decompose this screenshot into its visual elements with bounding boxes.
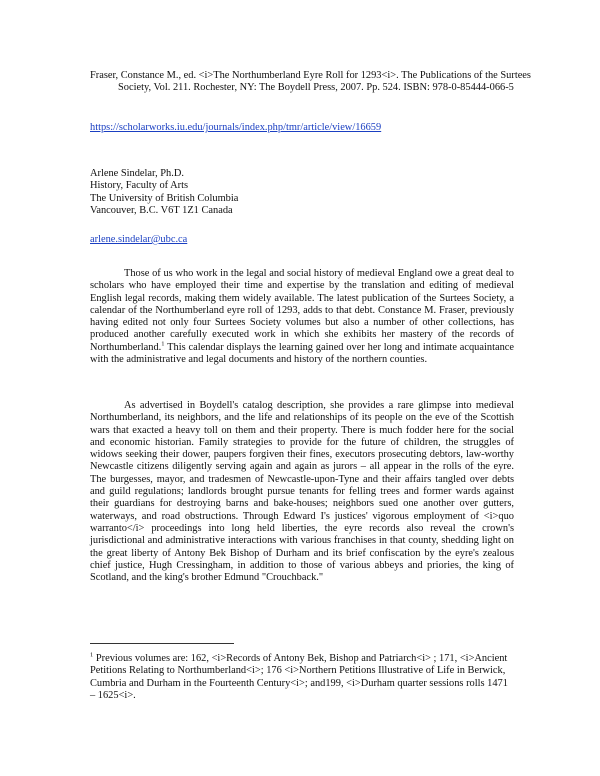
author-block — [90, 168, 510, 217]
footnote-reference[interactable]: 1 — [161, 340, 165, 348]
author-address: Vancouver, B.C. V6T 1Z1 Canada — [90, 204, 233, 216]
paragraph-2-text: As advertised in Boydell's catalog description, she provides a rare glimpse into medieval Northumberland, its neighbors, and the life and relationships of its people on the eve of the Scottish wars that exacted a heavy toll on them and their property. There is much fodder here for the social and economic historian. Family strategies to provide for the future of children, the struggles of widows seeking their dower, paupers forgiven their fines, executors prosecuting debtors, law-worthy Newcastle citizens diligently serving again and again as jurors – all appear in the rolls of the eyre. The burgesses, mayor, and tradesmen of Newcastle-upon-Tyne and their affairs tangled over debts and guild regulations; landlords brought pursue tenants for felling trees and former wards against their guardians for destroying barns and bake-houses; neighbors sued one another over gutters, waterways, and road obstructions. Through Edward I's justices' vigorous employment of <i>quo warranto</i> proceedings into long held liberties, the eyre records also reveal the crown's jurisdictional and administrative interactions with various franchises in that county, shedding light on the great liberty of Antony Bek Bishop of Durham and its brief confiscation by the eyre's zealous chief justice, Hugh Cressingham, in addition to those of various abbeys and priories, the king of Scotland, and the king's brother Edmund "Crouchback." — [90, 400, 514, 584]
footnote-divider — [90, 643, 234, 644]
book-citation: Fraser, Constance M., ed. <i>The Northumberland Eyre Roll for 1293<i>. The Publications of the Surtees Society, Vol. 211. Rochester, NY: The Boydell Press, 2007. Pp. 524. ISBN: 978-0-85444-066-5 — [90, 70, 531, 94]
paragraph-1-text: Those of us who work in the legal and social history of medieval England owe a great deal to scholars who have employed their time and expertise by the translation and editing of medieval English legal records, making them widely available. The latest publication of the Surtees Society, a calendar of the Northumberland eyre roll of 1293, adds to that debt. Constance M. Fraser, previously having edited not only four Surtees Society volumes but also a number of other collections, has produced another carefully executed work in which she exhibits her mastery of the records of Northumberland. — [90, 268, 514, 353]
footnote — [90, 653, 514, 702]
author-email-link[interactable]: arlene.sindelar@ubc.ca — [90, 234, 188, 245]
body-paragraph-1 — [90, 268, 514, 366]
author-university: The University of British Columbia — [90, 192, 239, 204]
author-department: History, Faculty of Arts — [90, 180, 189, 192]
article-url-link[interactable]: https://scholarworks.iu.edu/journals/index.php/tmr/article/view/16659 — [90, 122, 382, 133]
footnote-number: 1 — [90, 651, 94, 659]
body-paragraph-2 — [90, 400, 514, 584]
footnote-text: Previous volumes are: 162, <i>Records of Antony Bek, Bishop and Patriarch<i> ; 171, <i>Ancient Petitions Relating to Northumberland<i>; 176 <i>Northern Petitions Illustrative of Life in Berwick, Cumbria and Durham in the Fourteenth Century<i>; and199, <i>Durham quarter sessions rolls 1471 – 1625<i>. — [90, 653, 508, 701]
author-name: Arlene Sindelar, Ph.D. — [90, 168, 184, 179]
paragraph-1-end-text: This calendar displays the learning gained over her long and intimate acquaintance with the administrative and legal documents and history of the northern counties. — [90, 341, 514, 366]
